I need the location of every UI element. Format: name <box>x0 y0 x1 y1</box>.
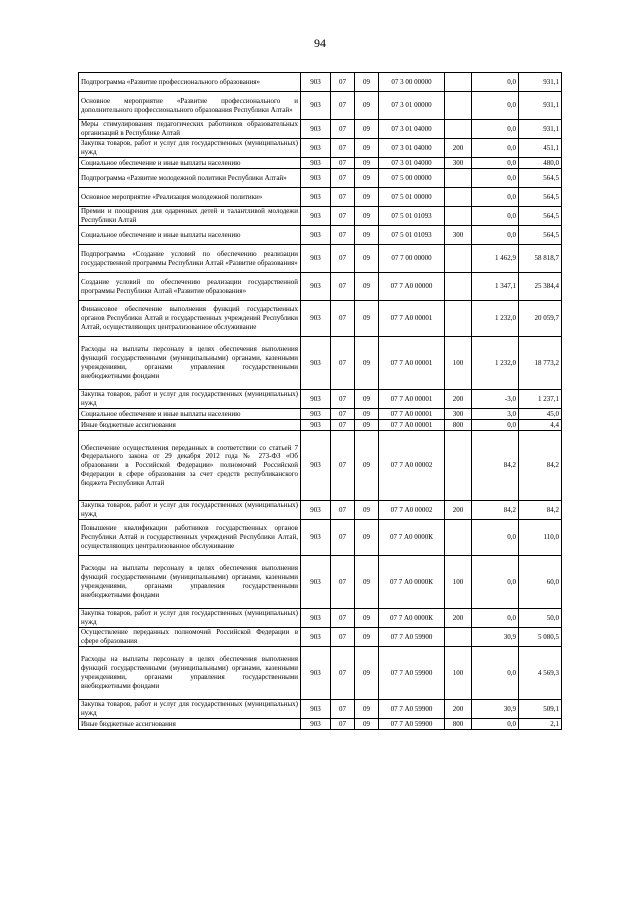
row-subsection: 09 <box>355 647 379 700</box>
row-expense-type <box>445 92 472 120</box>
table-row <box>79 700 562 719</box>
row-name: Расходы на выплаты персоналу в целях обеспечения выполнения функций государственными (муниципальными) органами, казенными учреждениями, органами управления государственными внебюджетными фондами <box>79 647 301 700</box>
row-change-amount: 1 347,1 <box>472 273 519 301</box>
row-target-article: 07 7 А0 00001 <box>379 420 445 431</box>
table-row <box>79 520 562 556</box>
table-row <box>79 207 562 226</box>
row-name: Основное мероприятие «Реализация молодежной политики» <box>79 188 301 207</box>
row-target-article: 07 7 А0 0000К <box>379 520 445 556</box>
row-ministry: 903 <box>301 301 331 337</box>
table-row <box>79 390 562 409</box>
row-total-amount: 931,1 <box>519 120 562 139</box>
table-row <box>79 420 562 431</box>
row-expense-type <box>445 273 472 301</box>
row-total-amount: 84,2 <box>519 501 562 520</box>
row-expense-type: 300 <box>445 226 472 245</box>
row-change-amount: 84,2 <box>472 431 519 501</box>
row-target-article: 07 3 01 04000 <box>379 158 445 169</box>
row-name: Закупка товаров, работ и услуг для государственных (муниципальных) нужд <box>79 501 301 520</box>
row-expense-type: 200 <box>445 390 472 409</box>
row-ministry: 903 <box>301 700 331 719</box>
row-expense-type: 200 <box>445 609 472 628</box>
row-ministry: 903 <box>301 120 331 139</box>
row-section: 07 <box>331 409 355 420</box>
table-row <box>79 501 562 520</box>
row-target-article: 07 7 00 00000 <box>379 245 445 273</box>
row-subsection: 09 <box>355 520 379 556</box>
row-section: 07 <box>331 120 355 139</box>
row-section: 07 <box>331 188 355 207</box>
row-ministry: 903 <box>301 273 331 301</box>
row-ministry: 903 <box>301 337 331 390</box>
row-expense-type <box>445 188 472 207</box>
row-change-amount: 0,0 <box>472 169 519 188</box>
row-change-amount: 0,0 <box>472 92 519 120</box>
row-subsection: 09 <box>355 226 379 245</box>
row-name: Закупка товаров, работ и услуг для государственных (муниципальных) нужд <box>79 609 301 628</box>
row-target-article: 07 7 А0 59900 <box>379 719 445 730</box>
row-target-article: 07 5 00 00000 <box>379 169 445 188</box>
row-name: Социальное обеспечение и иные выплаты населению <box>79 226 301 245</box>
row-expense-type: 800 <box>445 420 472 431</box>
row-ministry: 903 <box>301 431 331 501</box>
row-name: Подпрограмма «Развитие молодежной политики Республики Алтай» <box>79 169 301 188</box>
row-section: 07 <box>331 700 355 719</box>
row-ministry: 903 <box>301 556 331 609</box>
row-change-amount: 0,0 <box>472 719 519 730</box>
row-subsection: 09 <box>355 92 379 120</box>
row-expense-type <box>445 120 472 139</box>
row-section: 07 <box>331 301 355 337</box>
row-total-amount: 564,5 <box>519 207 562 226</box>
row-expense-type <box>445 431 472 501</box>
row-change-amount: 0,0 <box>472 609 519 628</box>
row-total-amount: 5 080,5 <box>519 628 562 647</box>
row-section: 07 <box>331 390 355 409</box>
row-name: Создание условий по обеспечению реализации государственной программы Республики Алтай «Развитие образования» <box>79 273 301 301</box>
row-total-amount: 4,4 <box>519 420 562 431</box>
table-row <box>79 92 562 120</box>
row-target-article: 07 7 А0 59900 <box>379 700 445 719</box>
row-subsection: 09 <box>355 207 379 226</box>
table-row <box>79 337 562 390</box>
row-section: 07 <box>331 337 355 390</box>
row-change-amount: 0,0 <box>472 120 519 139</box>
row-section: 07 <box>331 245 355 273</box>
row-target-article: 07 7 А0 0000К <box>379 556 445 609</box>
table-row <box>79 719 562 730</box>
row-section: 07 <box>331 226 355 245</box>
row-expense-type: 100 <box>445 556 472 609</box>
row-subsection: 09 <box>355 501 379 520</box>
table-row <box>79 120 562 139</box>
table-row <box>79 301 562 337</box>
row-subsection: 09 <box>355 556 379 609</box>
row-name: Закупка товаров, работ и услуг для государственных (муниципальных) нужд <box>79 390 301 409</box>
row-total-amount: 564,5 <box>519 169 562 188</box>
row-target-article: 07 7 А0 00000 <box>379 273 445 301</box>
row-section: 07 <box>331 139 355 158</box>
row-name: Премии и поощрения для одаренных детей и талантливой молодежи Республики Алтай <box>79 207 301 226</box>
row-name: Основное мероприятие «Развитие профессионального и дополнительного профессионального образования Республики Алтай» <box>79 92 301 120</box>
row-target-article: 07 7 А0 00001 <box>379 409 445 420</box>
row-total-amount: 451,1 <box>519 139 562 158</box>
table-body <box>79 73 562 730</box>
row-name: Повышение квалификации работников государственных органов Республики Алтай и государственных учреждений Республики Алтай, осуществляющих централизованное обслуживание <box>79 520 301 556</box>
row-subsection: 09 <box>355 120 379 139</box>
row-ministry: 903 <box>301 390 331 409</box>
row-section: 07 <box>331 273 355 301</box>
row-subsection: 09 <box>355 390 379 409</box>
row-expense-type <box>445 207 472 226</box>
row-target-article: 07 7 А0 59900 <box>379 647 445 700</box>
row-ministry: 903 <box>301 73 331 92</box>
row-section: 07 <box>331 158 355 169</box>
row-expense-type: 300 <box>445 158 472 169</box>
row-total-amount: 58 818,7 <box>519 245 562 273</box>
row-section: 07 <box>331 207 355 226</box>
row-name: Иные бюджетные ассигнования <box>79 719 301 730</box>
row-change-amount: 1 462,9 <box>472 245 519 273</box>
row-target-article: 07 3 01 00000 <box>379 92 445 120</box>
row-ministry: 903 <box>301 169 331 188</box>
row-change-amount: 0,0 <box>472 647 519 700</box>
table-row <box>79 169 562 188</box>
row-subsection: 09 <box>355 700 379 719</box>
row-ministry: 903 <box>301 188 331 207</box>
row-subsection: 09 <box>355 245 379 273</box>
row-target-article: 07 7 А0 00002 <box>379 501 445 520</box>
row-subsection: 09 <box>355 169 379 188</box>
row-section: 07 <box>331 609 355 628</box>
row-change-amount: 0,0 <box>472 226 519 245</box>
row-target-article: 07 7 А0 59900 <box>379 628 445 647</box>
row-ministry: 903 <box>301 158 331 169</box>
row-ministry: 903 <box>301 226 331 245</box>
row-section: 07 <box>331 501 355 520</box>
row-section: 07 <box>331 628 355 647</box>
row-change-amount: 30,9 <box>472 700 519 719</box>
row-change-amount: 0,0 <box>472 73 519 92</box>
row-name: Подпрограмма «Развитие профессионального образования» <box>79 73 301 92</box>
row-section: 07 <box>331 169 355 188</box>
row-total-amount: 20 059,7 <box>519 301 562 337</box>
row-name: Осуществление переданных полномочий Российской Федерации в сфере образования <box>79 628 301 647</box>
row-total-amount: 50,0 <box>519 609 562 628</box>
row-expense-type: 800 <box>445 719 472 730</box>
row-expense-type: 200 <box>445 139 472 158</box>
table-row <box>79 273 562 301</box>
table-row <box>79 609 562 628</box>
row-section: 07 <box>331 431 355 501</box>
row-subsection: 09 <box>355 139 379 158</box>
row-total-amount: 1 237,1 <box>519 390 562 409</box>
row-change-amount: 1 232,0 <box>472 301 519 337</box>
row-total-amount: 931,1 <box>519 92 562 120</box>
row-target-article: 07 3 01 04000 <box>379 139 445 158</box>
row-subsection: 09 <box>355 337 379 390</box>
row-expense-type <box>445 520 472 556</box>
row-name: Закупка товаров, работ и услуг для государственных (муниципальных) нужд <box>79 139 301 158</box>
row-expense-type <box>445 301 472 337</box>
row-change-amount: 0,0 <box>472 556 519 609</box>
row-change-amount: -3,0 <box>472 390 519 409</box>
row-total-amount: 931,1 <box>519 73 562 92</box>
row-change-amount: 84,2 <box>472 501 519 520</box>
row-expense-type <box>445 628 472 647</box>
table-row <box>79 431 562 501</box>
row-total-amount: 45,0 <box>519 409 562 420</box>
row-total-amount: 509,1 <box>519 700 562 719</box>
row-ministry: 903 <box>301 647 331 700</box>
table-row <box>79 647 562 700</box>
row-ministry: 903 <box>301 501 331 520</box>
row-target-article: 07 7 А0 0000К <box>379 609 445 628</box>
row-name: Закупка товаров, работ и услуг для государственных (муниципальных) нужд <box>79 700 301 719</box>
table-row <box>79 226 562 245</box>
page-number: 94 <box>314 36 326 50</box>
row-change-amount: 1 232,0 <box>472 337 519 390</box>
row-change-amount: 0,0 <box>472 139 519 158</box>
row-ministry: 903 <box>301 719 331 730</box>
table-row <box>79 188 562 207</box>
row-subsection: 09 <box>355 719 379 730</box>
row-section: 07 <box>331 719 355 730</box>
row-section: 07 <box>331 420 355 431</box>
row-target-article: 07 7 А0 00001 <box>379 390 445 409</box>
row-target-article: 07 7 А0 00001 <box>379 301 445 337</box>
table-row <box>79 245 562 273</box>
row-ministry: 903 <box>301 520 331 556</box>
row-name: Социальное обеспечение и иные выплаты населению <box>79 158 301 169</box>
row-expense-type: 300 <box>445 409 472 420</box>
table-row <box>79 158 562 169</box>
row-total-amount: 84,2 <box>519 431 562 501</box>
row-total-amount: 2,1 <box>519 719 562 730</box>
row-section: 07 <box>331 520 355 556</box>
row-target-article: 07 5 01 00000 <box>379 188 445 207</box>
row-subsection: 09 <box>355 73 379 92</box>
row-name: Социальное обеспечение и иные выплаты населению <box>79 409 301 420</box>
row-name: Расходы на выплаты персоналу в целях обеспечения выполнения функций государственными (муниципальными) органами, казенными учреждениями, органами управления государственными внебюджетными фондами <box>79 337 301 390</box>
row-subsection: 09 <box>355 628 379 647</box>
row-subsection: 09 <box>355 409 379 420</box>
row-name: Иные бюджетные ассигнования <box>79 420 301 431</box>
row-subsection: 09 <box>355 431 379 501</box>
row-ministry: 903 <box>301 245 331 273</box>
row-section: 07 <box>331 92 355 120</box>
table-row <box>79 139 562 158</box>
row-expense-type: 200 <box>445 700 472 719</box>
row-ministry: 903 <box>301 207 331 226</box>
row-total-amount: 110,0 <box>519 520 562 556</box>
row-target-article: 07 7 А0 00002 <box>379 431 445 501</box>
row-expense-type: 100 <box>445 647 472 700</box>
row-name: Подпрограмма «Создание условий по обеспечению реализации государственной программы Республики Алтай «Развитие образования» <box>79 245 301 273</box>
row-target-article: 07 3 01 04000 <box>379 120 445 139</box>
row-change-amount: 0,0 <box>472 158 519 169</box>
row-change-amount: 0,0 <box>472 188 519 207</box>
row-ministry: 903 <box>301 420 331 431</box>
table-row <box>79 73 562 92</box>
row-expense-type: 200 <box>445 501 472 520</box>
row-expense-type: 100 <box>445 337 472 390</box>
row-expense-type <box>445 169 472 188</box>
row-name: Обеспечение осуществления переданных в соответствии со статьей 7 Федерального закона от 29 декабря 2012 года № 273-ФЗ «Об образовании в Российской Федерации» полномочий Российской Федерации в сфере образования за счет средств республиканского бюджета Республики Алтай <box>79 431 301 501</box>
row-change-amount: 3,0 <box>472 409 519 420</box>
row-change-amount: 30,9 <box>472 628 519 647</box>
row-ministry: 903 <box>301 609 331 628</box>
row-subsection: 09 <box>355 273 379 301</box>
row-subsection: 09 <box>355 188 379 207</box>
row-ministry: 903 <box>301 409 331 420</box>
row-section: 07 <box>331 647 355 700</box>
table-row <box>79 628 562 647</box>
row-target-article: 07 7 А0 00001 <box>379 337 445 390</box>
row-subsection: 09 <box>355 158 379 169</box>
row-target-article: 07 5 01 01093 <box>379 207 445 226</box>
row-total-amount: 564,5 <box>519 188 562 207</box>
row-name: Расходы на выплаты персоналу в целях обеспечения выполнения функций государственными (муниципальными) органами, казенными учреждениями, органами управления государственными внебюджетными фондами <box>79 556 301 609</box>
budget-table <box>78 72 562 730</box>
row-subsection: 09 <box>355 420 379 431</box>
row-total-amount: 4 569,3 <box>519 647 562 700</box>
row-ministry: 903 <box>301 139 331 158</box>
row-ministry: 903 <box>301 628 331 647</box>
row-total-amount: 564,5 <box>519 226 562 245</box>
row-expense-type <box>445 73 472 92</box>
row-total-amount: 60,0 <box>519 556 562 609</box>
table-row <box>79 409 562 420</box>
row-subsection: 09 <box>355 301 379 337</box>
row-section: 07 <box>331 73 355 92</box>
row-name: Меры стимулирования педагогических работников образовательных организаций в Республике Алтай <box>79 120 301 139</box>
row-expense-type <box>445 245 472 273</box>
row-ministry: 903 <box>301 92 331 120</box>
row-change-amount: 0,0 <box>472 520 519 556</box>
row-section: 07 <box>331 556 355 609</box>
row-total-amount: 18 773,2 <box>519 337 562 390</box>
row-target-article: 07 3 00 00000 <box>379 73 445 92</box>
row-target-article: 07 5 01 01093 <box>379 226 445 245</box>
row-change-amount: 0,0 <box>472 207 519 226</box>
table-row <box>79 556 562 609</box>
row-subsection: 09 <box>355 609 379 628</box>
row-name: Финансовое обеспечение выполнения функций государственных органов Республики Алтай и государственных учреждений Республики Алтай, осуществляющих централизованное обслуживание <box>79 301 301 337</box>
row-total-amount: 25 384,4 <box>519 273 562 301</box>
row-change-amount: 0,0 <box>472 420 519 431</box>
row-total-amount: 480,0 <box>519 158 562 169</box>
